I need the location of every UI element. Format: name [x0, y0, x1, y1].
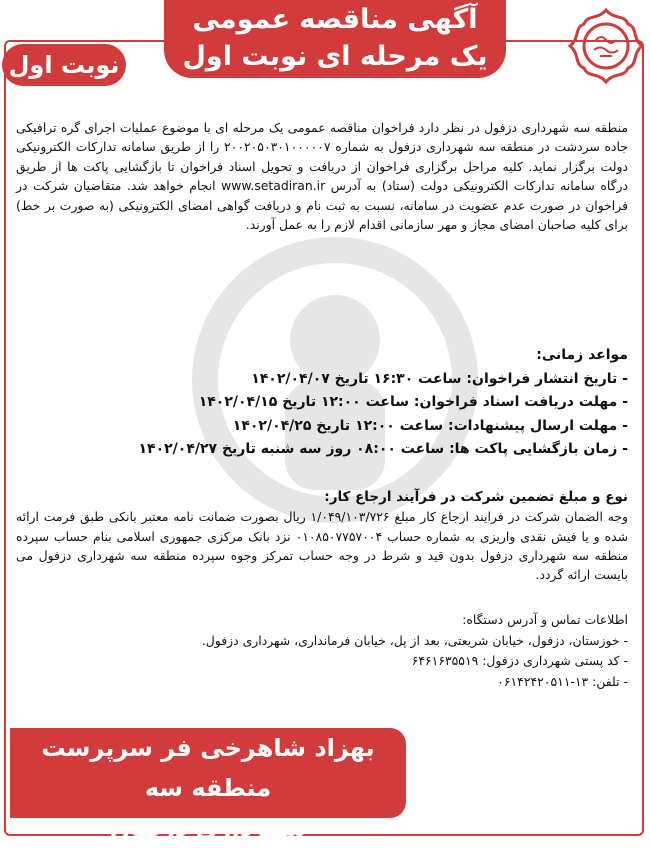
schedule-item: - مهلت ارسال پیشنهادات: ساعت ۱۲:۰۰ تاریخ ۱۴۰۲/۰۴/۲۵ — [232, 417, 628, 434]
intro-text — [16, 118, 628, 234]
schedule-section — [16, 344, 628, 462]
signature-block — [10, 728, 406, 842]
contact-section — [16, 610, 628, 692]
title-line-1: آگهی مناقصه عمومی — [192, 4, 478, 35]
guarantee-heading: نوع و مبلغ تضمین شرکت در فرآیند ارجاع کار: — [324, 489, 628, 505]
turn-badge: نوبت اول — [2, 44, 126, 86]
contact-item: - تلفن: ۱۳-۰۶۱۴۲۴۲۰۵۱۱ — [497, 673, 628, 689]
schedule-item: - مهلت دریافت اسناد فراخوان: ساعت ۱۲:۰۰ تاریخ ۱۴۰۲/۰۴/۱۵ — [198, 394, 628, 411]
contact-item: - کد پستی شهرداری دزفول: ۶۴۶۱۶۳۵۵۱۹ — [411, 653, 628, 669]
contact-item: - خوزستان، دزفول، خیابان شریعتی، بعد از پل، خیابان فرمانداری، شهرداری دزفول. — [201, 632, 628, 648]
title-line-2: یک مرحله ای نوبت اول — [182, 41, 488, 72]
signature-line-2: شهرداری دزفول — [109, 814, 307, 842]
guarantee-text: وجه الضمان شرکت در فرایند ارجاع کار مبلغ ۱/۰۴۹/۱۰۳/۷۲۶ ریال بصورت ضمانت نامه معتبر بانکی طبق فرمت ارائه شده و یا فیش نقدی واریزی به شماره حساب ۰۱۰۸۵۰۷۷۵۷۰۰۴ نزد بانک مرکزی جمهوری اسلامی بنام حساب سپرده منطقه سه شهرداری دزفول بدون قید و شرط در وجه حساب تمرکز وجوه سپرده منطقه سه شهرداری دزفول می بایست ارائه گردد. — [16, 509, 628, 583]
schedule-item: - تاریخ انتشار فراخوان: ساعت ۱۶:۳۰ تاریخ ۱۴۰۲/۰۴/۰۷ — [251, 370, 628, 387]
municipality-logo-icon — [566, 6, 646, 86]
schedule-item: - زمان بازگشایی پاکت ها: ساعت ۰۸:۰۰ روز سه شنبه تاریخ ۱۴۰۲/۰۴/۲۷ — [138, 441, 628, 458]
title-banner — [164, 0, 506, 78]
contact-heading: اطلاعات تماس و آدرس دستگاه: — [462, 612, 628, 627]
intro-paragraph: منطقه سه شهرداری دزفول در نظر دارد فراخوان مناقصه عمومی یک مرحله ای با موضوع عملیات اجرای گره ترافیکی جاده سردشت در منطقه سه شهرداری دزفول به شماره ۲۰۰۲۰۵۰۳۰۱۰۰۰۰۰۷ را از طریق سامانه تدارکات الکترونیکی دولت برگزار نماید. کلیه مراحل برگزاری فراخوان از دریافت و تحویل اسناد فراخوان تا بازگشایی پاکت ها از طریق درگاه سامانه تدارکات الکترونیکی دولت (ستاد) به آدرس www.setadiran.ir انجام خواهد شد. متقاضیان شرکت در فراخوان در صورت عدم عضویت در سامانه، نسبت به ثبت نام و دریافت گواهی امضای الکترونیکی (به صورت بر خط) برای کلیه صاحبان امضای مجاز و مهر سازمانی اقدام لازم را به عمل آورند. — [16, 120, 628, 233]
guarantee-section — [16, 488, 628, 584]
schedule-heading: مواعد زمانی: — [536, 347, 628, 363]
signature-line-1: بهزاد شاهرخی فر سرپرست منطقه سه — [41, 734, 375, 802]
